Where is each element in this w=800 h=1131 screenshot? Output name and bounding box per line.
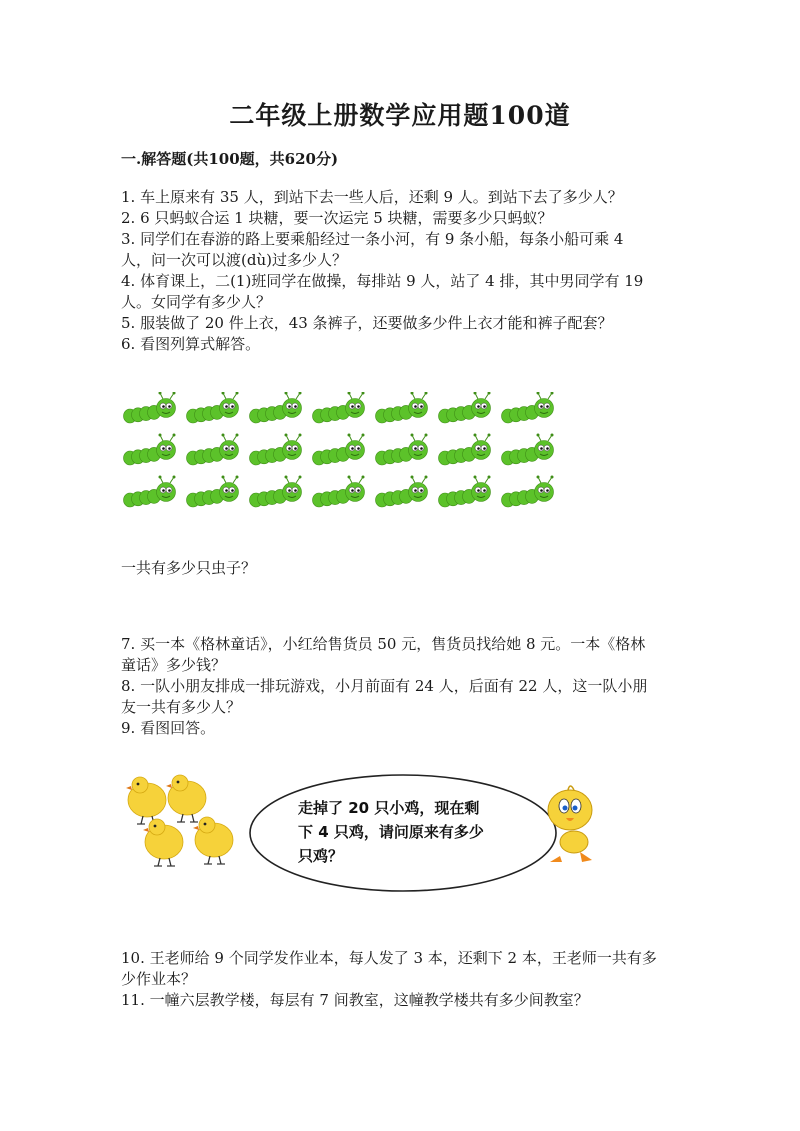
caterpillar-icon	[250, 476, 302, 508]
tweety-chick-icon	[548, 786, 592, 862]
caterpillar-icon	[502, 434, 554, 466]
question-text: 7. 买一本《格林童话》，小红给售货员 50 元，售货员找给她 8 元。一本《格林	[121, 635, 646, 653]
caterpillar-icon	[313, 476, 365, 508]
caterpillar-icon	[187, 434, 239, 466]
bubble-line-2: 下 4 只鸡，请问原来有多少	[298, 823, 484, 841]
question-text-cont: 友一共有多少人？	[121, 698, 242, 716]
question-text: 6. 看图列算式解答。	[121, 335, 261, 353]
question-9	[121, 718, 691, 739]
caterpillar-icon	[376, 434, 428, 466]
caterpillar-icon	[439, 476, 491, 508]
question-7	[121, 634, 691, 676]
caterpillar-icon	[439, 392, 491, 423]
caterpillar-figure	[122, 392, 572, 522]
bubble-line-1: 走掉了 20 只小鸡，现在剩	[298, 799, 480, 817]
question-1	[121, 187, 691, 208]
question-4	[121, 271, 691, 313]
question-text-cont: 人。女同学有多少人？	[121, 293, 272, 311]
bubble-line-3: 只鸡？	[298, 847, 344, 865]
caterpillar-icon	[187, 476, 239, 508]
question-3	[121, 229, 691, 271]
question-6	[121, 334, 691, 355]
question-5	[121, 313, 691, 334]
question-text: 11. 一幢六层教学楼，每层有 7 间教室，这幢教学楼共有多少间教室？	[121, 991, 589, 1009]
chick-icon	[193, 817, 233, 864]
question-10	[121, 948, 691, 990]
caterpillar-icon	[502, 392, 554, 423]
question-text-cont: 童话》多少钱？	[121, 656, 227, 674]
chick-icon	[126, 777, 166, 824]
caterpillar-icon	[187, 392, 239, 423]
caterpillar-icon	[376, 392, 428, 423]
section-heading: 一.解答题(共100题，共620分)	[121, 150, 339, 168]
question-text-cont: 少作业本？	[121, 970, 197, 988]
question-text: 1. 车上原来有 35 人，到站下去一些人后，还剩 9 人。到站下去了多少人？	[121, 188, 623, 206]
question-text: 2. 6 只蚂蚁合运 1 块糖，要一次运完 5 块糖，需要多少只蚂蚁？	[121, 209, 553, 227]
caterpillar-icon	[313, 434, 365, 466]
question-text: 3. 同学们在春游的路上要乘船经过一条小河，有 9 条小船，每条小船可乘 4	[121, 230, 624, 248]
caterpillar-icon	[124, 434, 176, 466]
question-text: 9. 看图回答。	[121, 719, 216, 737]
question-text: 10. 王老师给 9 个同学发作业本，每人发了 3 本，还剩下 2 本，王老师一共有多	[121, 949, 657, 967]
question-text-cont: 人，问一次可以渡(dù)过多少人？	[121, 251, 347, 269]
question-text: 5. 服装做了 20 件上衣，43 条裤子，还要做多少件上衣才能和裤子配套？	[121, 314, 613, 332]
caterpillar-icon	[376, 476, 428, 508]
question-8	[121, 676, 691, 718]
caterpillar-icon	[124, 476, 176, 508]
chick-icon	[166, 775, 206, 822]
chick-icon	[143, 819, 183, 866]
question-text: 8. 一队小朋友排成一排玩游戏，小月前面有 24 人，后面有 22 人，这一队小朋	[121, 677, 648, 695]
caterpillar-icon	[250, 392, 302, 423]
question-text: 4. 体育课上，二(1)班同学在做操，每排站 9 人，站了 4 排，其中男同学有 19	[121, 272, 644, 290]
chick-figure	[122, 770, 622, 895]
page-title: 二年级上册数学应用题100道	[229, 101, 571, 130]
caterpillar-icon	[502, 476, 554, 508]
question-11	[121, 990, 691, 1011]
question-2	[121, 208, 691, 229]
question-6-subquestion: 一共有多少只虫子？	[121, 559, 257, 577]
caterpillar-icon	[250, 434, 302, 466]
caterpillar-icon	[124, 392, 176, 423]
caterpillar-icon	[313, 392, 365, 423]
caterpillar-icon	[439, 434, 491, 466]
